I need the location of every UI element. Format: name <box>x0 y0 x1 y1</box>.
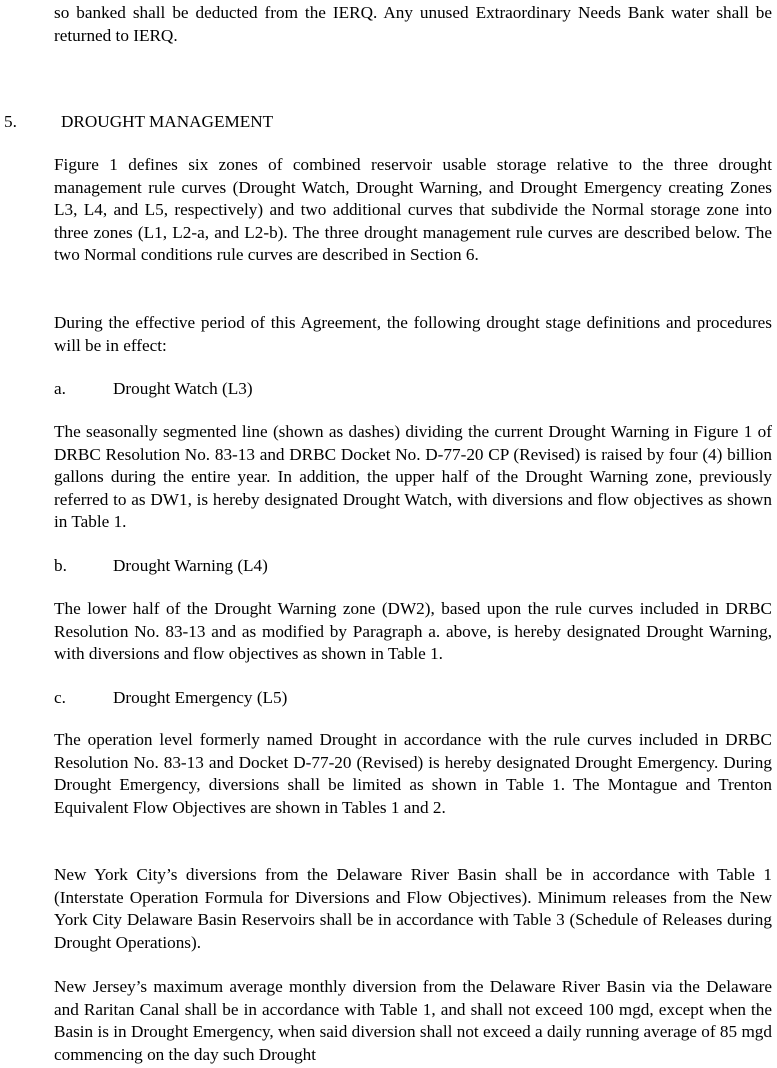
closing-paragraph: New Jersey’s maximum average monthly diversion from the Delaware River Basin via the Delaware and Raritan Canal shall be in accordance with Table 1, and shall not exceed 100 mgd, except when the Basin is in Drought Emergency, when said diversion shall not exceed a daily running average of 85 mgd commencing on the day such Drought <box>54 977 772 1064</box>
subsection-letter: a. <box>54 379 66 398</box>
subsection-title: Drought Warning (L4) <box>113 556 268 575</box>
subsection-paragraph: The operation level formerly named Drought in accordance with the rule curves included in DRBC Resolution No. 83-13 and Docket D-77-20 (Revised) is hereby designated Drought Emergency. During Drought Emergency, diversions shall be limited as shown in Table 1. The Montague and Trenton Equivalent Flow Objectives are shown in Tables 1 and 2. <box>54 730 772 817</box>
intro-paragraph: During the effective period of this Agreement, the following drought stage definitions and procedures will be in effect: <box>54 313 772 355</box>
subsection-letter: b. <box>54 556 67 575</box>
subsection-title: Drought Watch (L3) <box>113 379 253 398</box>
subsection-heading <box>0 687 777 710</box>
subsection-paragraph: The seasonally segmented line (shown as dashes) dividing the current Drought Warning in Figure 1 of DRBC Resolution No. 83-13 and DRBC Docket No. D-77-20 CP (Revised) is raised by four (4) billion gallons during the entire year. In addition, the upper half of the Drought Warning zone, previously referred to as DW1, is hereby designated Drought Watch, with diversions and flow objectives as shown in Table 1. <box>54 422 772 531</box>
section-number: 5. <box>4 112 17 131</box>
subsection-heading <box>0 555 777 578</box>
continued-paragraph: so banked shall be deducted from the IERQ. Any unused Extraordinary Needs Bank water shall be returned to IERQ. <box>54 3 772 45</box>
subsection-title: Drought Emergency (L5) <box>113 688 288 707</box>
subsection-paragraph: The lower half of the Drought Warning zone (DW2), based upon the rule curves included in DRBC Resolution No. 83-13 and as modified by Paragraph a. above, is hereby designated Drought Warning, with diversions and flow objectives as shown in Table 1. <box>54 599 772 663</box>
subsection-heading <box>0 378 777 401</box>
subsection-letter: c. <box>54 688 66 707</box>
intro-paragraph: Figure 1 defines six zones of combined reservoir usable storage relative to the three drought management rule curves (Drought Watch, Drought Warning, and Drought Emergency creating Zones L3, L4, and L5, respectively) and two additional curves that subdivide the Normal storage zone into three zones (L1, L2-a, and L2-b). The three drought management rule curves are described below. The two Normal conditions rule curves are described in Section 6. <box>54 155 772 264</box>
closing-paragraph: New York City’s diversions from the Delaware River Basin shall be in accordance with Table 1 (Interstate Operation Formula for Diversions and Flow Objectives). Minimum releases from the New York City Delaware Basin Reservoirs shall be in accordance with Table 3 (Schedule of Releases during Drought Operations). <box>54 865 772 952</box>
section-title: DROUGHT MANAGEMENT <box>61 112 274 131</box>
